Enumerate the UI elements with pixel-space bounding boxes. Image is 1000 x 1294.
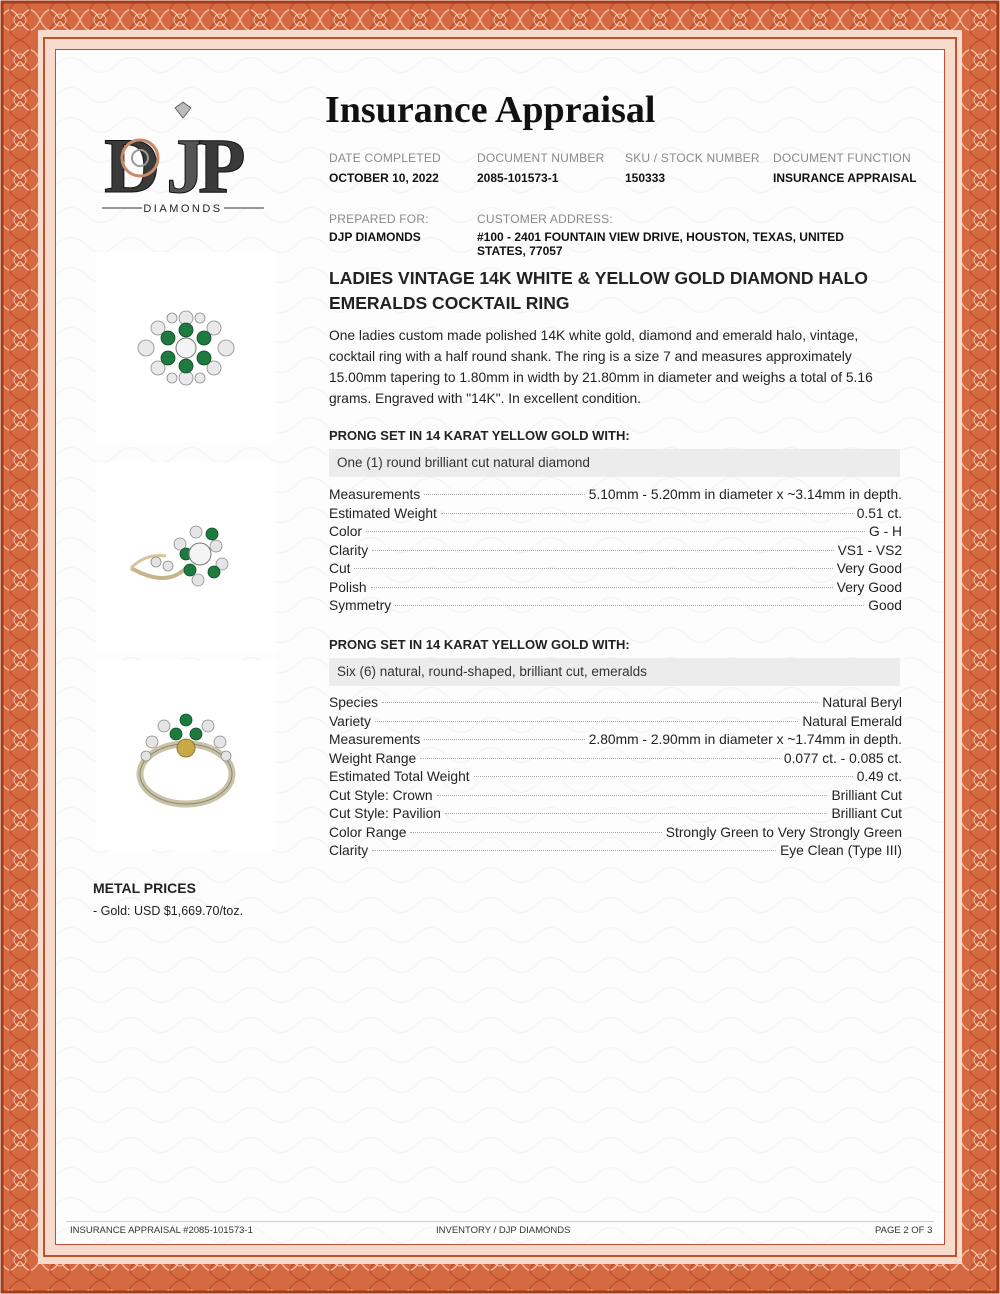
meta-value: #100 - 2401 FOUNTAIN VIEW DRIVE, HOUSTON, TEXAS, UNITED STATES, 77057 bbox=[477, 230, 844, 258]
footer-center: INVENTORY / DJP DIAMONDS bbox=[436, 1225, 571, 1236]
leader-dots bbox=[395, 605, 864, 606]
meta-value: 2085-101573-1 bbox=[477, 171, 559, 185]
leader-dots bbox=[371, 587, 833, 588]
ring-photo-side bbox=[96, 462, 276, 652]
meta-document-function bbox=[773, 151, 917, 185]
leader-dots bbox=[410, 832, 661, 833]
spec-row bbox=[329, 843, 902, 862]
spec-key: Species bbox=[329, 695, 379, 710]
metal-price-gold: - Gold: USD $1,669.70/toz. bbox=[93, 904, 244, 918]
meta-label: SKU / STOCK NUMBER bbox=[625, 151, 760, 165]
spec-value: VS1 - VS2 bbox=[837, 542, 902, 558]
spec-value: Strongly Green to Very Strongly Green bbox=[665, 824, 902, 840]
meta-value: 150333 bbox=[625, 171, 666, 185]
spec-row bbox=[329, 598, 902, 617]
logo-subtext: DIAMONDS bbox=[143, 203, 223, 215]
spec-row bbox=[329, 561, 902, 580]
spec-key: Color Range bbox=[329, 824, 407, 840]
ring-photo-back bbox=[96, 660, 276, 850]
spec-row bbox=[329, 769, 902, 788]
spec-key: Estimated Total Weight bbox=[329, 769, 470, 784]
spec-value: Good bbox=[868, 598, 902, 613]
spec-value: G - H bbox=[869, 524, 902, 539]
leader-dots bbox=[375, 721, 798, 722]
spec-value: Very Good bbox=[836, 579, 902, 595]
spec-key: Clarity bbox=[329, 843, 369, 858]
item-description: One ladies custom made polished 14K white gold, diamond and emerald halo, vintage, cocktail ring with a half round shank. The ring is a size 7 and measures approximately 15.00mm tapering to 1.80mm in width by 21.80mm in diameter and weighs a total of 5.16 grams. Engraved with "14K". In excellent condition. bbox=[329, 328, 873, 406]
leader-dots bbox=[424, 494, 585, 495]
spec-row bbox=[329, 825, 902, 844]
meta-label: PREPARED FOR: bbox=[329, 212, 429, 226]
meta-sku-number bbox=[625, 151, 760, 185]
ring-photo-top bbox=[96, 252, 276, 442]
diamond-specs bbox=[329, 487, 902, 617]
footer-divider bbox=[66, 1221, 934, 1222]
leader-dots bbox=[437, 795, 828, 796]
footer-left: INSURANCE APPRAISAL #2085-101573-1 bbox=[70, 1225, 253, 1236]
spec-key: Color bbox=[329, 524, 362, 539]
svg-text:P: P bbox=[198, 122, 246, 209]
spec-row bbox=[329, 580, 902, 599]
spec-value: 0.077 ct. - 0.085 ct. bbox=[783, 750, 902, 766]
document-title: Insurance Appraisal bbox=[325, 89, 656, 131]
meta-date-completed bbox=[329, 151, 441, 185]
spec-key: Estimated Weight bbox=[329, 505, 437, 521]
meta-document-number bbox=[477, 151, 604, 185]
emerald-specs bbox=[329, 695, 902, 862]
spec-row bbox=[329, 543, 902, 562]
meta-label: DATE COMPLETED bbox=[329, 151, 441, 165]
spec-value: 0.49 ct. bbox=[856, 769, 902, 784]
spec-value: Brilliant Cut bbox=[831, 787, 902, 803]
leader-dots bbox=[445, 813, 827, 814]
djp-diamonds-logo bbox=[98, 100, 268, 218]
spec-row bbox=[329, 751, 902, 770]
customer-address bbox=[477, 212, 877, 258]
spec-key: Polish bbox=[329, 579, 367, 595]
svg-text:J: J bbox=[166, 122, 205, 209]
meta-value: INSURANCE APPRAISAL bbox=[773, 171, 917, 185]
leader-dots bbox=[372, 850, 776, 851]
leader-dots bbox=[354, 568, 832, 569]
spec-key: Clarity bbox=[329, 542, 369, 558]
spec-value: Very Good bbox=[836, 561, 902, 576]
spec-value: 5.10mm - 5.20mm in diameter x ~3.14mm in depth. bbox=[588, 487, 902, 502]
leader-dots bbox=[424, 739, 585, 740]
spec-key: Measurements bbox=[329, 487, 421, 502]
spec-row bbox=[329, 487, 902, 506]
leader-dots bbox=[372, 550, 833, 551]
spec-row bbox=[329, 695, 902, 714]
meta-label: DOCUMENT NUMBER bbox=[477, 151, 605, 165]
spec-value: 0.51 ct. bbox=[856, 505, 902, 521]
spec-row bbox=[329, 806, 902, 825]
metal-prices-title: METAL PRICES bbox=[93, 880, 196, 896]
meta-label: DOCUMENT FUNCTION bbox=[773, 151, 911, 165]
item-heading: LADIES VINTAGE 14K WHITE & YELLOW GOLD DIAMOND HALO EMERALDS COCKTAIL RING bbox=[329, 268, 868, 313]
prepared-for bbox=[329, 212, 429, 244]
spec-row bbox=[329, 732, 902, 751]
spec-key: Variety bbox=[329, 713, 371, 729]
section-title-diamond: PRONG SET IN 14 KARAT YELLOW GOLD WITH: bbox=[329, 428, 630, 443]
section-title-emerald: PRONG SET IN 14 KARAT YELLOW GOLD WITH: bbox=[329, 637, 630, 652]
spec-value: Natural Beryl bbox=[822, 695, 902, 710]
leader-dots bbox=[382, 702, 818, 703]
spec-row bbox=[329, 714, 902, 733]
spec-key: Weight Range bbox=[329, 750, 417, 766]
spec-row bbox=[329, 506, 902, 525]
spec-value: Eye Clean (Type III) bbox=[780, 843, 902, 858]
meta-label: CUSTOMER ADDRESS: bbox=[477, 212, 613, 226]
spec-value: Brilliant Cut bbox=[831, 806, 902, 821]
spec-key: Cut Style: Pavilion bbox=[329, 806, 441, 821]
leader-dots bbox=[420, 758, 780, 759]
leader-dots bbox=[474, 776, 853, 777]
leader-dots bbox=[366, 531, 865, 532]
section-summary-diamond: One (1) round brilliant cut natural diamond bbox=[329, 449, 900, 477]
meta-value: DJP DIAMONDS bbox=[329, 230, 421, 244]
section-summary-emerald: Six (6) natural, round-shaped, brilliant cut, emeralds bbox=[329, 658, 900, 686]
footer-page-number: PAGE 2 OF 3 bbox=[875, 1225, 933, 1236]
spec-key: Measurements bbox=[329, 732, 421, 747]
spec-key: Cut bbox=[329, 561, 351, 576]
svg-text:D: D bbox=[104, 122, 161, 209]
diamond-icon bbox=[175, 102, 191, 118]
spec-value: Natural Emerald bbox=[802, 713, 902, 729]
spec-key: Cut Style: Crown bbox=[329, 787, 433, 803]
spec-key: Symmetry bbox=[329, 598, 392, 613]
leader-dots bbox=[441, 513, 853, 514]
spec-row bbox=[329, 788, 902, 807]
spec-value: 2.80mm - 2.90mm in diameter x ~1.74mm in depth. bbox=[588, 732, 902, 747]
meta-value: OCTOBER 10, 2022 bbox=[329, 171, 439, 185]
spec-row bbox=[329, 524, 902, 543]
